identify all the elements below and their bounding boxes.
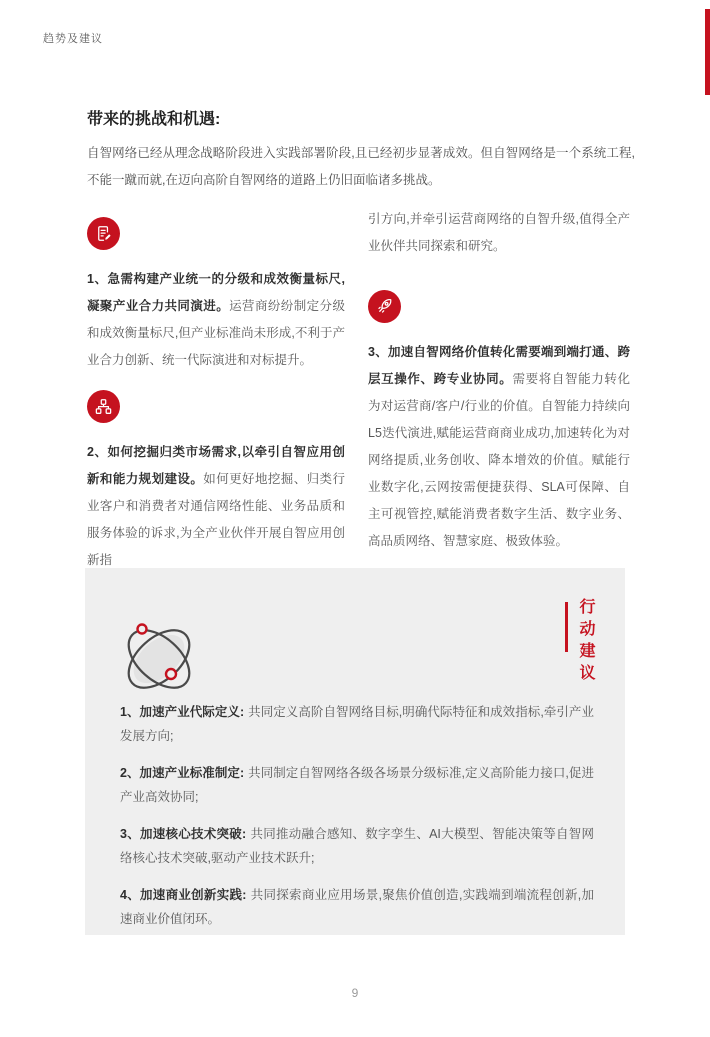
challenge-2-body-left: 如何更好地挖掘、归类行业客户和消费者对通信网络性能、业务品质和服务体验的诉求,为全产业伙伴开展自智应用创新指 (87, 472, 345, 567)
action-item-lead: 1、加速产业代际定义: (120, 705, 245, 719)
page-number: 9 (351, 986, 359, 1000)
challenge-1-paragraph (87, 266, 345, 374)
challenge-2-lead: 2、如何挖掘归类市场需求,以牵引自智应用创新和能力规划建设。 (87, 445, 345, 486)
rocket-icon (368, 290, 401, 323)
page-edge-accent-bar (705, 9, 710, 95)
right-column (368, 206, 630, 555)
action-box-label: 行动建议 (577, 598, 594, 686)
left-column (87, 217, 345, 574)
challenge-2-continuation: 引方向,并牵引运营商网络的自智升级,值得全产业伙伴共同探索和研究。 (368, 212, 630, 253)
action-item-lead: 2、加速产业标准制定: (120, 766, 245, 780)
section-title: 带来的挑战和机遇: (87, 111, 221, 128)
action-item-lead: 4、加速商业创新实践: (120, 888, 247, 902)
challenge-1-lead: 1、急需构建产业统一的分级和成效衡量标尺,凝聚产业合力共同演进。 (87, 272, 345, 313)
action-item-body: 共同探索商业应用场景,聚焦价值创造,实践端到端流程创新,加速商业价值闭环。 (120, 888, 595, 926)
intro-paragraph: 自智网络已经从理念战略阶段进入实践部署阶段,且已经初步显著成效。但自智网络是一个系统工程,不能一蹴而就,在迈向高阶自智网络的道路上仍旧面临诸多挑战。 (87, 146, 635, 187)
action-item (120, 822, 594, 870)
action-item-body: 共同定义高阶自智网络目标,明确代际特征和成效指标,牵引产业发展方向; (120, 705, 594, 743)
challenge-3-paragraph (368, 339, 630, 555)
sitemap-icon (87, 390, 120, 423)
challenge-2-paragraph (87, 439, 345, 574)
challenge-3-body: 需要将自智能力转化为对运营商/客户/行业的价值。自智能力持续向L5迭代演进,赋能运营商商业成功,加速转化为对网络提质,业务创收、降本增效的价值。赋能行业数字化,云网按需便捷获得、SLA可保障、自主可视管控,赋能消费者数字生活、数字业务、高品质网络、智慧家庭、极致体验。 (368, 372, 630, 548)
challenge-1-body: 运营商纷纷制定分级和成效衡量标尺,但产业标准尚未形成,不利于产业合力创新、统一代际演进和对标提升。 (87, 299, 345, 367)
action-item-lead: 3、加速核心技术突破: (120, 827, 247, 841)
action-box-label-group (565, 598, 593, 686)
running-header: 趋势及建议 (43, 33, 103, 45)
action-item-body: 共同推动融合感知、数字孪生、AI大模型、智能决策等自智网络核心技术突破,驱动产业技术跃升; (120, 827, 594, 865)
action-item (120, 700, 594, 748)
action-item-body: 共同制定自智网络各级各场景分级标准,定义高阶能力接口,促进产业高效协同; (120, 766, 594, 804)
action-recommendation-box (85, 568, 625, 935)
action-item-list (120, 700, 594, 944)
action-label-accent-line (565, 602, 568, 652)
atom-icon (113, 613, 205, 705)
challenge-3-lead: 3、加速自智网络价值转化需要端到端打通、跨层互操作、跨专业协同。 (368, 345, 630, 386)
action-item (120, 883, 594, 931)
action-item (120, 761, 594, 809)
document-edit-icon (87, 217, 120, 250)
